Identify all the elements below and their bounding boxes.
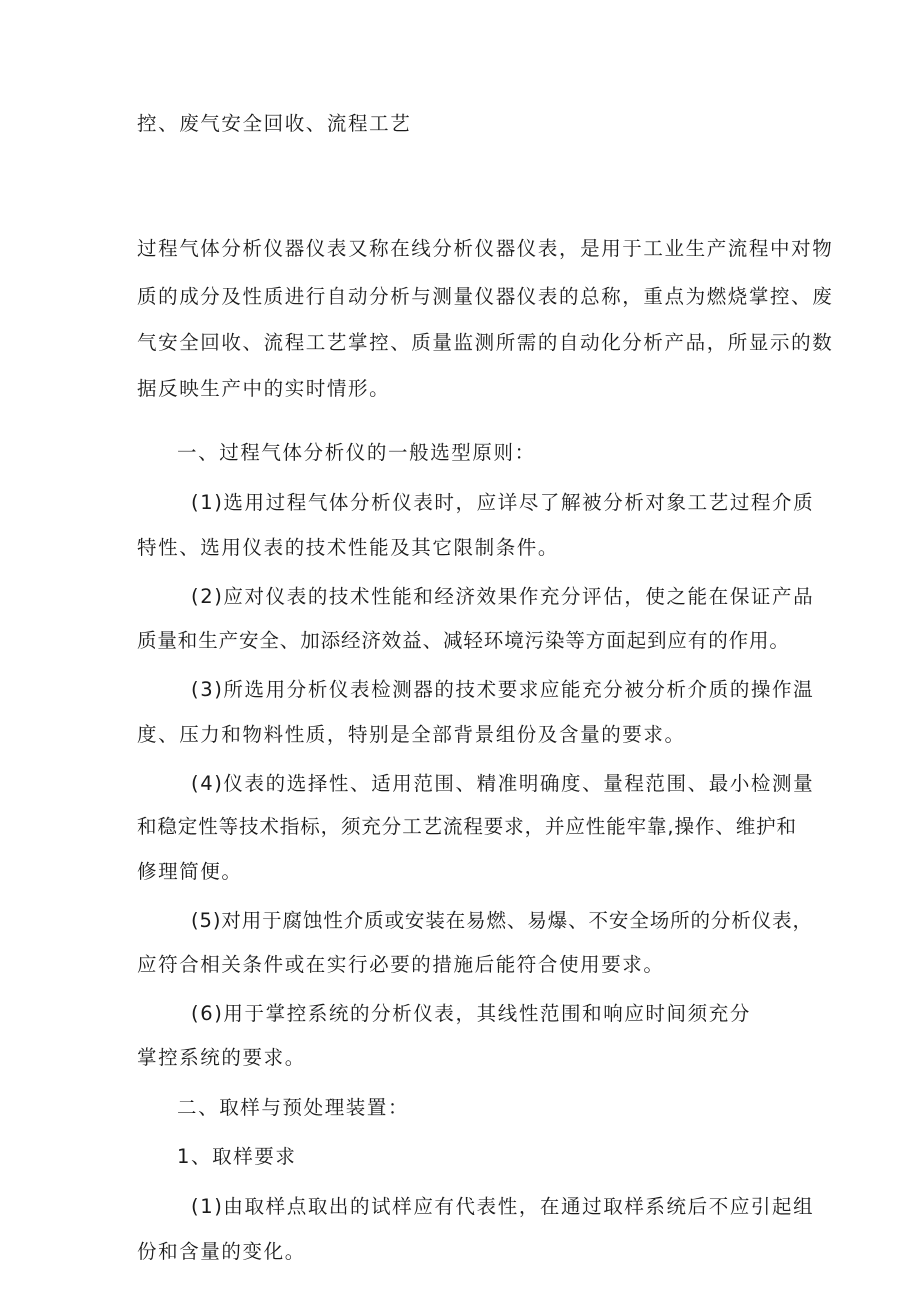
section1-heading: 一、过程气体分析仪的一般选型原则：: [177, 441, 536, 464]
subsection1-heading: 1、取样要求: [177, 1145, 297, 1168]
principle-1-line-1: (1)选用过程气体分析仪表时，应详尽了解被分析对象工艺过程介质: [191, 491, 815, 514]
principle-6-line-1: (6)用于掌控系统的分析仪表，其线性范围和响应时间须充分: [191, 1002, 751, 1025]
principle-4-line-3: 修理简便。: [137, 860, 243, 883]
principle-4-line-1: (4)仪表的选择性、适用范围、精准明确度、量程范围、最小检测量: [191, 772, 815, 795]
principle-1-line-2: 特性、选用仪表的技术性能及其它限制条件。: [137, 536, 560, 559]
top-line: 控、废气安全回收、流程工艺: [137, 112, 412, 135]
intro-line-1: 过程气体分析仪器仪表又称在线分析仪器仪表，是用于工业生产流程中对物: [137, 237, 834, 260]
principle-2-line-2: 质量和生产安全、加添经济效益、减轻环境污染等方面起到应有的作用。: [137, 629, 790, 652]
principle-5-line-1: (5)对用于腐蚀性介质或安装在易燃、易爆、不安全场所的分析仪表，: [191, 909, 813, 932]
section2-heading: 二、取样与预处理装置：: [177, 1096, 410, 1119]
intro-line-3: 气安全回收、流程工艺掌控、质量监测所需的自动化分析产品，所显示的数: [137, 331, 834, 354]
sampling-line-1: (1)由取样点取出的试样应有代表性，在通过取样系统后不应引起组: [191, 1195, 815, 1218]
principle-2-line-1: (2)应对仪表的技术性能和经济效果作充分评估，使之能在保证产品: [191, 585, 815, 608]
principle-4-line-2: 和稳定性等技术指标，须充分工艺流程要求，并应性能牢靠,操作、维护和: [137, 815, 797, 838]
intro-line-2: 质的成分及性质进行自动分析与测量仪器仪表的总称，重点为燃烧掌控、废: [137, 285, 834, 308]
intro-line-4: 据反映生产中的实时情形。: [137, 377, 391, 400]
principle-5-line-2: 应符合相关条件或在实行必要的措施后能符合使用要求。: [137, 953, 665, 976]
principle-6-line-2: 掌控系统的要求。: [137, 1046, 306, 1069]
principle-3-line-2: 度、压力和物料性质，特别是全部背景组份及含量的要求。: [137, 723, 686, 746]
principle-3-line-1: (3)所选用分析仪表检测器的技术要求应能充分被分析介质的操作温: [191, 678, 815, 701]
sampling-line-2: 份和含量的变化。: [137, 1240, 306, 1263]
